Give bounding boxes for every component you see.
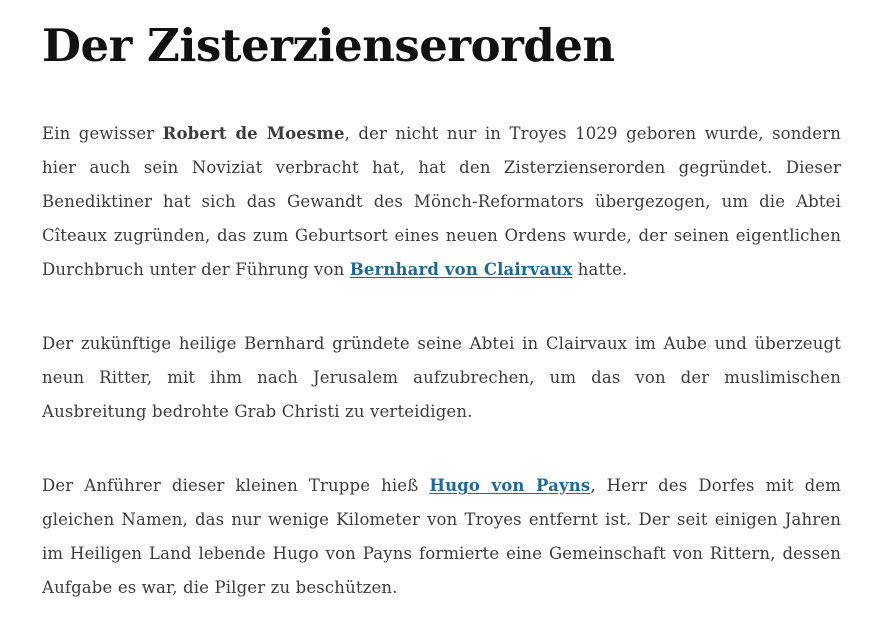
paragraph-text: , Herr des Dorfes mit dem gleichen Namen, das nur wenige Kilometer von Troyes entfernt ist. Der seit einigen Jahren im Heiligen Land lebende Hugo von Payns formierte eine Gemeinschaft von Rittern, dessen Aufgabe es war, die Pilger zu beschützen. <box>42 476 841 597</box>
paragraph-text: , der nicht nur in Troyes 1029 geboren wurde, sondern hier auch sein Noviziat verbracht hat, hat den Zisterzienserorden gegründet. Dieser Benediktiner hat sich das Gewandt des Mönch-Reformators übergezogen, um die Abtei Cîteaux zugründen, das zum Geburtsort eines neuen Ordens wurde, der seinen eigentlichen Durchbruch unter der Führung von <box>42 124 841 279</box>
link-bernhard-von-clairvaux[interactable]: Bernhard von Clairvaux <box>349 260 573 279</box>
paragraph-robert-de-moesme <box>42 117 841 287</box>
paragraph-text: hatte. <box>572 260 628 279</box>
bold-name-robert-de-moesme: Robert de Moesme <box>162 124 345 143</box>
page-title: Der Zisterzienserorden <box>42 19 615 72</box>
paragraph-hugo-von-payns <box>42 469 841 605</box>
paragraph-text: Ein gewisser <box>42 124 163 143</box>
paragraph-text: Der Anführer dieser kleinen Truppe hieß <box>42 476 430 495</box>
paragraph-bernhard: Der zukünftige heilige Bernhard gründete seine Abtei in Clairvaux im Aube und überzeugt neun Ritter, mit ihm nach Jerusalem aufzubrechen, um das von der muslimischen Ausbreitung bedrohte Grab Christi zu verteidigen. <box>42 334 841 421</box>
link-hugo-von-payns[interactable]: Hugo von Payns <box>429 476 591 495</box>
